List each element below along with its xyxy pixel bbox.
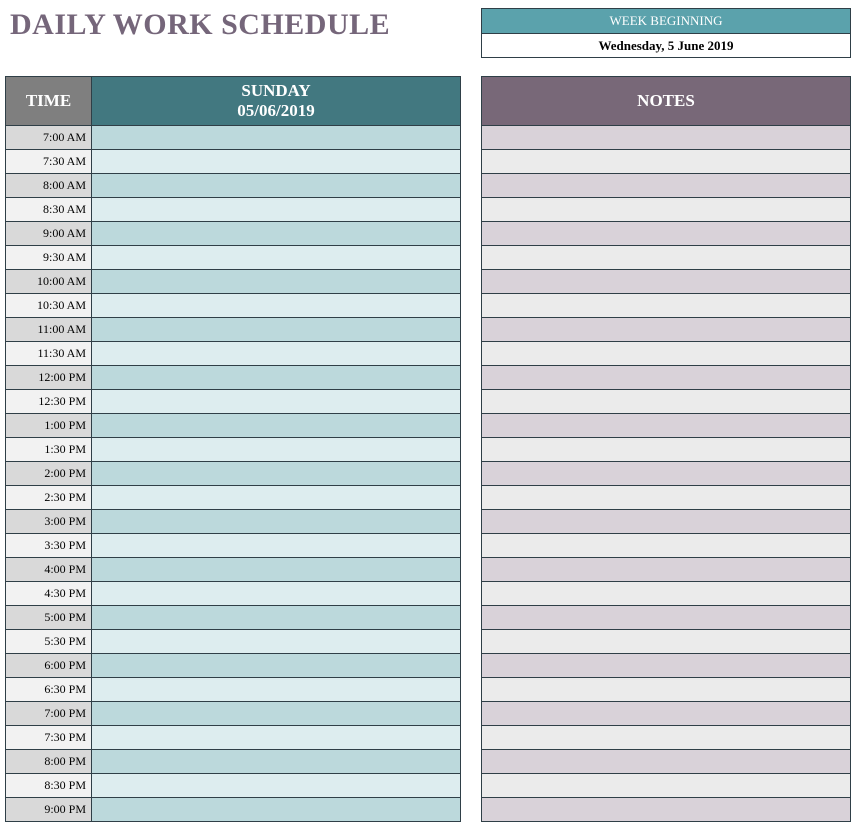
time-cell: 12:30 PM [6, 390, 92, 413]
time-cell: 11:00 AM [6, 318, 92, 341]
time-cell: 9:00 AM [6, 222, 92, 245]
notes-cell[interactable] [482, 654, 850, 678]
time-cell: 6:30 PM [6, 678, 92, 701]
notes-cell[interactable] [482, 366, 850, 390]
page-title: DAILY WORK SCHEDULE [10, 8, 391, 41]
schedule-slot-cell[interactable] [92, 438, 460, 461]
notes-cell[interactable] [482, 726, 850, 750]
schedule-slot-cell[interactable] [92, 750, 460, 773]
notes-cell[interactable] [482, 630, 850, 654]
table-row [6, 246, 460, 270]
notes-cell[interactable] [482, 270, 850, 294]
time-cell: 6:00 PM [6, 654, 92, 677]
schedule-slot-cell[interactable] [92, 198, 460, 221]
time-cell: 4:00 PM [6, 558, 92, 581]
notes-cell[interactable] [482, 150, 850, 174]
time-header: TIME [6, 77, 92, 125]
schedule-slot-cell[interactable] [92, 606, 460, 629]
schedule-slot-cell[interactable] [92, 342, 460, 365]
table-row [6, 222, 460, 246]
notes-cell[interactable] [482, 486, 850, 510]
week-beginning-value[interactable]: Wednesday, 5 June 2019 [482, 34, 850, 57]
schedule-slot-cell[interactable] [92, 534, 460, 557]
schedule-slot-cell[interactable] [92, 774, 460, 797]
time-cell: 8:00 PM [6, 750, 92, 773]
table-row [6, 678, 460, 702]
table-row [6, 606, 460, 630]
schedule-slot-cell[interactable] [92, 582, 460, 605]
table-row [6, 726, 460, 750]
time-cell: 5:30 PM [6, 630, 92, 653]
table-row [6, 174, 460, 198]
notes-cell[interactable] [482, 174, 850, 198]
schedule-slot-cell[interactable] [92, 558, 460, 581]
table-row [6, 318, 460, 342]
notes-cell[interactable] [482, 750, 850, 774]
table-row [6, 534, 460, 558]
schedule-slot-cell[interactable] [92, 150, 460, 173]
table-row [6, 150, 460, 174]
notes-cell[interactable] [482, 510, 850, 534]
schedule-rows [6, 126, 460, 822]
time-cell: 10:30 AM [6, 294, 92, 317]
table-row [6, 366, 460, 390]
notes-cell[interactable] [482, 126, 850, 150]
notes-cell[interactable] [482, 390, 850, 414]
schedule-slot-cell[interactable] [92, 654, 460, 677]
time-cell: 3:30 PM [6, 534, 92, 557]
table-row [6, 126, 460, 150]
table-row [6, 462, 460, 486]
notes-cell[interactable] [482, 702, 850, 726]
time-cell: 12:00 PM [6, 366, 92, 389]
time-cell: 2:30 PM [6, 486, 92, 509]
schedule-slot-cell[interactable] [92, 294, 460, 317]
time-cell: 2:00 PM [6, 462, 92, 485]
table-row [6, 750, 460, 774]
schedule-slot-cell[interactable] [92, 222, 460, 245]
time-cell: 10:00 AM [6, 270, 92, 293]
time-cell: 5:00 PM [6, 606, 92, 629]
schedule-slot-cell[interactable] [92, 678, 460, 701]
time-cell: 4:30 PM [6, 582, 92, 605]
notes-cell[interactable] [482, 462, 850, 486]
table-row [6, 294, 460, 318]
day-date: 05/06/2019 [237, 101, 315, 120]
notes-cell[interactable] [482, 774, 850, 798]
table-row [6, 774, 460, 798]
notes-header: NOTES [482, 77, 850, 126]
schedule-slot-cell[interactable] [92, 366, 460, 389]
week-beginning-box [481, 8, 851, 58]
notes-rows [482, 126, 850, 822]
notes-cell[interactable] [482, 294, 850, 318]
notes-cell[interactable] [482, 198, 850, 222]
schedule-slot-cell[interactable] [92, 414, 460, 437]
table-row [6, 270, 460, 294]
schedule-slot-cell[interactable] [92, 126, 460, 149]
table-row [6, 390, 460, 414]
schedule-slot-cell[interactable] [92, 510, 460, 533]
notes-table [481, 76, 851, 822]
time-cell: 9:30 AM [6, 246, 92, 269]
schedule-slot-cell[interactable] [92, 630, 460, 653]
table-row [6, 630, 460, 654]
schedule-slot-cell[interactable] [92, 462, 460, 485]
notes-cell[interactable] [482, 606, 850, 630]
time-cell: 7:30 PM [6, 726, 92, 749]
notes-cell[interactable] [482, 558, 850, 582]
notes-cell[interactable] [482, 414, 850, 438]
schedule-header [6, 77, 460, 126]
week-beginning-label: WEEK BEGINNING [482, 9, 850, 34]
time-cell: 7:00 PM [6, 702, 92, 725]
table-row [6, 414, 460, 438]
day-header [92, 77, 460, 125]
table-row [6, 438, 460, 462]
schedule-slot-cell[interactable] [92, 390, 460, 413]
time-cell: 9:00 PM [6, 798, 92, 821]
schedule-slot-cell[interactable] [92, 246, 460, 269]
time-cell: 1:00 PM [6, 414, 92, 437]
notes-cell[interactable] [482, 678, 850, 702]
day-name: SUNDAY [241, 81, 311, 100]
schedule-slot-cell[interactable] [92, 270, 460, 293]
notes-cell[interactable] [482, 342, 850, 366]
time-cell: 8:00 AM [6, 174, 92, 197]
notes-cell[interactable] [482, 246, 850, 270]
schedule-slot-cell[interactable] [92, 798, 460, 821]
table-row [6, 654, 460, 678]
notes-cell[interactable] [482, 318, 850, 342]
time-cell: 3:00 PM [6, 510, 92, 533]
notes-cell[interactable] [482, 798, 850, 822]
schedule-table [5, 76, 461, 822]
notes-cell[interactable] [482, 222, 850, 246]
schedule-slot-cell[interactable] [92, 726, 460, 749]
table-row [6, 486, 460, 510]
notes-cell[interactable] [482, 438, 850, 462]
time-cell: 1:30 PM [6, 438, 92, 461]
schedule-slot-cell[interactable] [92, 174, 460, 197]
time-cell: 7:00 AM [6, 126, 92, 149]
table-row [6, 582, 460, 606]
time-cell: 11:30 AM [6, 342, 92, 365]
schedule-slot-cell[interactable] [92, 318, 460, 341]
table-row [6, 702, 460, 726]
schedule-slot-cell[interactable] [92, 702, 460, 725]
table-row [6, 198, 460, 222]
table-row [6, 342, 460, 366]
table-row [6, 798, 460, 822]
table-row [6, 558, 460, 582]
notes-cell[interactable] [482, 582, 850, 606]
time-cell: 8:30 AM [6, 198, 92, 221]
time-cell: 7:30 AM [6, 150, 92, 173]
time-cell: 8:30 PM [6, 774, 92, 797]
schedule-slot-cell[interactable] [92, 486, 460, 509]
table-row [6, 510, 460, 534]
notes-cell[interactable] [482, 534, 850, 558]
